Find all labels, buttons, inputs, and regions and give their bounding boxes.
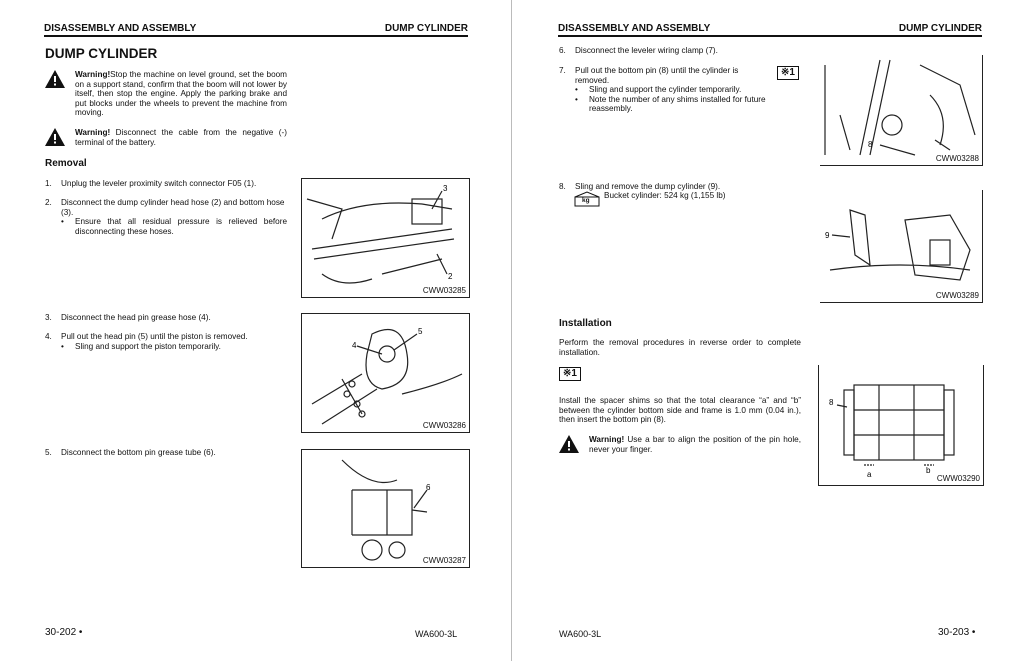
- sling-cylinder-illustration: [820, 190, 982, 302]
- right-page-header: [558, 23, 982, 37]
- bullet-text: Note the number of any shims installed for future reassembly.: [589, 94, 766, 114]
- bullet-text: Ensure that all residual pressure is relieved before disconnecting these hoses.: [75, 217, 287, 236]
- page-number: 30-203 •: [938, 627, 976, 638]
- shim-clearance-diagram: [819, 365, 983, 485]
- step-text: Disconnect the head pin grease hose (4).: [61, 313, 211, 322]
- callout-5: 5: [418, 327, 423, 336]
- installation-heading: Installation: [559, 318, 612, 329]
- step-number: 7.: [559, 66, 566, 75]
- left-page-header: [44, 23, 468, 37]
- shim-instruction: Install the spacer shims so that the total clearance “a” and “b” between the cylinder bottom side and frame is 1.0 mm (0.04 in.), then insert the bottom pin (8).: [559, 396, 801, 425]
- figure-caption: CWW03285: [422, 286, 466, 295]
- figure-caption: CWW03290: [936, 474, 980, 483]
- warning-label: Warning!: [589, 435, 625, 444]
- step: [45, 448, 287, 458]
- warning-label: Warning!: [75, 70, 111, 79]
- page-title: DUMP CYLINDER: [45, 46, 158, 61]
- step-text: Disconnect the leveler wiring clamp (7).: [575, 46, 718, 55]
- step-text: Unplug the leveler proximity switch connector F05 (1).: [61, 179, 257, 188]
- figure-caption: CWW03286: [422, 421, 466, 430]
- step-text: Pull out the head pin (5) until the piston is removed.: [61, 332, 248, 341]
- step-number: 2.: [45, 198, 52, 207]
- callout-3: 3: [443, 184, 448, 193]
- header-section: DISASSEMBLY AND ASSEMBLY: [44, 23, 197, 34]
- step: [559, 46, 801, 56]
- warning-block: [45, 70, 287, 118]
- step: [45, 313, 287, 323]
- warning-text: Disconnect the cable from the negative (-) terminal of the battery.: [75, 128, 287, 147]
- warning-icon: [45, 70, 65, 88]
- callout-a: a: [867, 470, 872, 479]
- step: [45, 179, 287, 189]
- figure-sling-cylinder: [820, 190, 983, 303]
- head-pin-illustration: [302, 314, 469, 432]
- weight-icon: [574, 191, 600, 209]
- warning-label: Warning!: [75, 128, 111, 137]
- callout-b: b: [926, 466, 931, 475]
- step: 2. Disconnect the dump cylinder head hose (2) and bottom hose (3). • Ensure that all residual pressure is relieved before disconnecting these hoses.: [45, 198, 287, 236]
- cylinder-hose-illustration: [302, 179, 469, 297]
- weight-info: [574, 191, 726, 209]
- figure-caption: CWW03288: [935, 154, 979, 163]
- figure-grease-tube: [301, 449, 470, 568]
- reference-symbol: ※1: [559, 367, 581, 381]
- weight-icon-label: kg: [582, 197, 590, 204]
- callout-4: 4: [352, 341, 357, 350]
- callout-8: 8: [829, 398, 834, 407]
- warning-block: [559, 435, 801, 454]
- bottom-pin-illustration: [820, 55, 982, 165]
- page-divider: [511, 0, 512, 661]
- installation-text: Perform the removal procedures in reverse order to complete installation.: [559, 338, 801, 357]
- page-number: 30-202 •: [45, 627, 83, 638]
- header-topic: DUMP CYLINDER: [384, 23, 468, 34]
- callout-6: 6: [426, 483, 431, 492]
- callout-8: 8: [868, 140, 873, 149]
- figure-caption: CWW03287: [422, 556, 466, 565]
- removal-heading: Removal: [45, 158, 87, 169]
- figure-hoses: [301, 178, 470, 298]
- figure-bottom-pin: [820, 55, 983, 166]
- header-section: DISASSEMBLY AND ASSEMBLY: [558, 23, 711, 34]
- step-text: Disconnect the bottom pin grease tube (6).: [61, 448, 216, 457]
- bullet-text: Sling and support the cylinder temporarily.: [589, 85, 742, 95]
- callout-2: 2: [448, 272, 453, 281]
- step-number: 6.: [559, 46, 566, 55]
- reference-symbol: ※1: [777, 66, 799, 80]
- model-label: WA600-3L: [559, 629, 602, 639]
- step-number: 3.: [45, 313, 52, 322]
- warning-text: Use a bar to align the position of the pin hole, never your finger.: [589, 435, 801, 454]
- step-number: 4.: [45, 332, 52, 341]
- warning-icon: [559, 435, 579, 453]
- figure-shim-clearance: [818, 365, 984, 486]
- step: 7. Pull out the bottom pin (8) until the cylinder is removed. • Sling and support the cylinder temporarily. • Note the number of any shims installed for future reassembly.: [559, 66, 774, 114]
- step: 4. Pull out the head pin (5) until the piston is removed. • Sling and support the piston temporarily.: [45, 332, 248, 351]
- step-number: 1.: [45, 179, 52, 188]
- step-number: 5.: [45, 448, 52, 457]
- model-label: WA600-3L: [415, 629, 458, 639]
- bullet-text: Sling and support the piston temporarily.: [75, 341, 221, 351]
- callout-9: 9: [825, 231, 830, 240]
- weight-text: Bucket cylinder: 524 kg (1,155 lb): [604, 191, 726, 200]
- grease-tube-illustration: [302, 450, 469, 567]
- step-text: Disconnect the dump cylinder head hose (2) and bottom hose (3).: [61, 198, 285, 217]
- step-number: 8.: [559, 182, 566, 191]
- header-topic: DUMP CYLINDER: [898, 23, 982, 34]
- figure-head-pin: [301, 313, 470, 433]
- warning-icon: [45, 128, 65, 146]
- step-text: Pull out the bottom pin (8) until the cylinder is removed.: [575, 66, 739, 85]
- figure-caption: CWW03289: [935, 291, 979, 300]
- step-text: Sling and remove the dump cylinder (9).: [575, 182, 721, 191]
- warning-text: Stop the machine on level ground, set the boom on a support stand, confirm that the boom will not lower by itself, then stop the engine. Apply the parking brake and put blocks under the wheels to prevent the machine from moving.: [75, 70, 287, 118]
- warning-block: [45, 128, 287, 147]
